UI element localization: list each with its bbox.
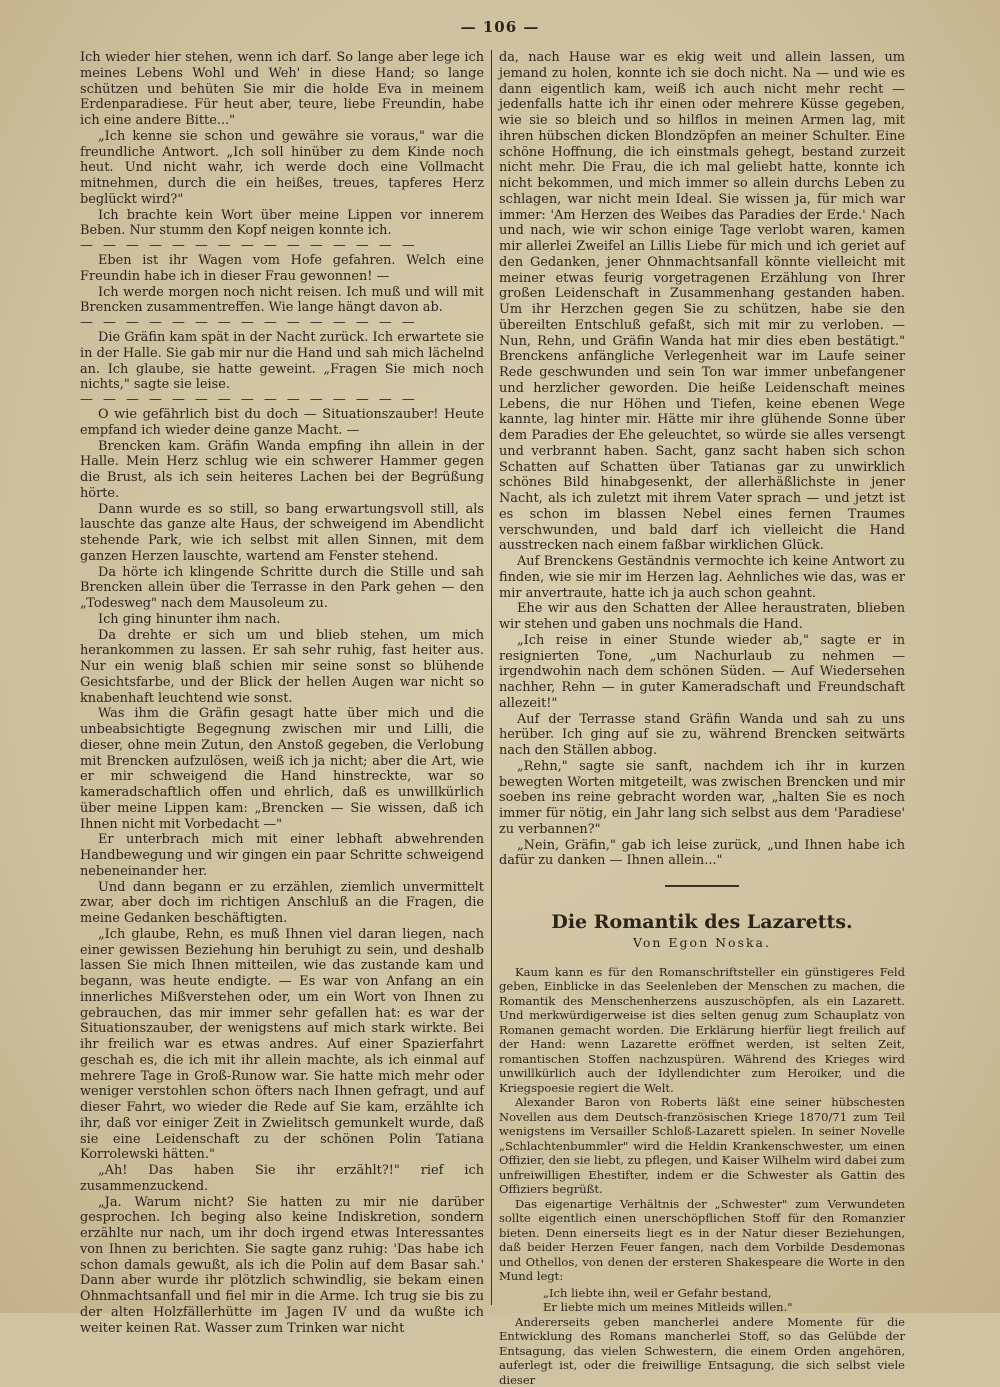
paragraph: Ich werde morgen noch nicht reisen. Ich muß und will mit Brencken zusammentreffen. Wie lange hängt davon ab. xyxy=(80,284,484,316)
paragraph: Andererseits geben mancherlei andere Momente für die Entwicklung des Romans mancherlei Stoff, so das Gelübde der Entsagung, das vielen Schwestern, die einem Orden angehören, auferlegt ist, oder die freiwillige Entsagung, die sich selbst viele dieser xyxy=(499,1314,905,1387)
paragraph: Da hörte ich klingende Schritte durch die Stille und sah Brencken allein über die Terrasse in den Park gehen — den „Todesweg" nach dem Mausoleum zu. xyxy=(80,564,484,611)
article-title: Die Romantik des Lazaretts. xyxy=(551,911,853,933)
page-number: — 106 — xyxy=(460,18,540,36)
paragraph: Und dann begann er zu erzählen, ziemlich unvermittelt zwar, aber doch im richtigen Anschluß an die Fragen, die meine Gedanken beschäftigten. xyxy=(80,879,484,926)
quote-line: „Ich liebte ihn, weil er Gefahr bestand, xyxy=(543,1285,772,1300)
quote-line: Er liebte mich um meines Mitleids willen." xyxy=(543,1300,793,1315)
paragraph: Auf der Terrasse stand Gräfin Wanda und sah zu uns herüber. Ich ging auf sie zu, während Brencken seitwärts nach den Ställen abbog. xyxy=(499,711,905,758)
paragraph: Das eigenartige Verhältnis der „Schwester" zum Verwundeten sollte eigentlich einen unerschöpflichen Stoff für den Romanzier bieten. Denn einerseits liegt es in der Natur dieser Beziehungen, daß beider Herzen Feuer fangen, nach dem Vorbilde Desdemonas und Othellos, von denen der ersteren Shakespeare die Worte in den Mund legt: xyxy=(499,1196,905,1284)
paragraph: Kaum kann es für den Romanschriftsteller ein günstigeres Feld geben, Einblicke in das Seelenleben der Menschen zu machen, die Romantik des Menschenherzens auszuschöpfen, als ein Lazarett. Und merkwürdigerweise ist dies selten genug zum Schauplatz von Romanen gemacht worden. Die Erklärung hierfür liegt freilich auf der Hand: wenn Lazarette eröffnet werden, ist selten Zeit, romantischen Stoffen nachzuspüren. Während des Krieges wird unwillkürlich auch der Idyllendichter zum Heroiker, und die Kriegspoesie regiert die Welt. xyxy=(499,964,905,1095)
paragraph: Ehe wir aus den Schatten der Allee heraustraten, blieben wir stehen und gaben uns nochmals die Hand. xyxy=(499,601,905,632)
paragraph: Auf Brenckens Geständnis vermochte ich keine Antwort zu finden, wie sie mir im Herzen lag. Aehnliches wie das, was er mir anvertraute, hatte ich ja auch schon geahnt. xyxy=(499,554,905,601)
paragraph: „Ah! Das haben Sie ihr erzählt?!" rief ich zusammenzuckend. xyxy=(80,1163,484,1194)
paragraph: Alexander Baron von Roberts läßt eine seiner hübschesten Novellen aus dem Deutsch-französischen Kriege 1870/71 zum Teil wenigstens im Versailler Schloß-Lazarett spielen. In seiner Novelle „Schlachtenbummler" wird die Heldin Krankenschwester, um einen Offizier, den sie liebt, zu pflegen, und Kaiser Wilhelm wird dabei zum unfreiwilligen Ehestifter, indem er die Schwester als Gattin des Offiziers begrüßt. xyxy=(499,1095,905,1197)
paragraph: Was ihm die Gräfin gesagt hatte über mich und die unbeabsichtigte Begegnung zwischen mir und Lilli, die dieser, ohne mein Zutun, den Anstoß gegeben, die Verlobung mit Brencken aufzulösen, weiß ich ja nicht; aber die Art, wie er mir schweigend die Hand hinstreckte, war so kameradschaftlich offen und ehrlich, daß es unwillkürlich über meine Lippen kam: „Brencken — Sie wissen, daß ich Ihnen nicht mit Vorbedacht —" xyxy=(80,706,484,832)
paragraph: Brencken kam. Gräfin Wanda empfing ihn allein in der Halle. Mein Herz schlug wie ein schwerer Hammer gegen die Brust, als ich sein heiteres Lachen bei der Begrüßung hörte. xyxy=(80,438,484,501)
paragraph: „Nein, Gräfin," gab ich leise zurück, „und Ihnen habe ich dafür zu danken — Ihnen allein..." xyxy=(499,837,905,869)
section-separator: — — — — — — — — — — — — — — — xyxy=(80,392,418,407)
paragraph: Ich wieder hier stehen, wenn ich darf. So lange aber lege ich meines Lebens Wohl und Weh' in diese Hand; so lange schützen und behüten Sie mir die holde Eva in meinem Erdenparadiese. Für heut aber, teure, liebe Freundin, habe ich eine andere Bitte..." xyxy=(80,50,484,128)
paragraph: da, nach Hause war es ekig weit und allein lassen, um jemand zu holen, konnte ich sie doch nicht. Na — und wie es dann eigentlich kam, weiß ich auch nicht mehr recht — jedenfalls hatte ich ihr einen oder mehrere Küsse gegeben, wie sie so bleich und so hilflos in meinen Armen lag, mit ihren hübschen dicken Blondzöpfen an meiner Schulter. Eine schöne Hoffnung, die ich einstmals gehegt, bestand zurzeit nicht mehr. Die Frau, die ich mal geliebt hatte, konnte ich nicht bekommen, und mich immer so allein durchs Leben zu schlagen, war nicht mein Ideal. Sie wissen ja, für mich war immer: 'Am Herzen des Weibes das Paradies der Erde.' Nach und nach, wie wir schon einige Tage verlobt waren, kamen mir allerlei Zweifel an Lillis Liebe für mich und ich geriet auf den Gedanken, jener Ohnmachtsanfall könnte vielleicht mit meiner etwas feurig vorgetragenen Erzählung von Ihrer großen Leidenschaft in Zusammenhang gestanden haben. Um ihr Herzchen gegen Sie zu schützen, habe sie den übereilten Entschluß gefaßt, sich mit mir zu verloben. — Nun, Rehn, und Gräfin Wanda hat mir dies eben bestätigt." Brenckens anfängliche Verlegenheit war im Laufe seiner Rede geschwunden und sein Ton war immer unbefangener und herzlicher geworden. Die heiße Leidenschaft meines Lebens, die nur Höhen und Tiefen, keine ebenen Wege kannte, lag hinter mir. Hätte mir ihre glühende Sonne über dem Paradies der Ehe geleuchtet, so würde sie alles versengt und verbrannt haben. Sacht, ganz sacht haben sich schon Schatten auf Schatten über Tatianas gar zu unwirklich schönes Bild hinabgesenkt, der allerhäßlichste in jener Nacht, als ich zuletzt mit ihrem Vater sprach — und jetzt ist es schon im blassen Nebel eines fernen Traumes verschwunden, und bald darf ich vielleicht die Hand ausstrecken nach einem faßbar wirklichen Glück. xyxy=(499,50,905,554)
left-column xyxy=(80,50,484,1336)
paragraph: Da drehte er sich um und blieb stehen, um mich herankommen zu lassen. Er sah sehr ruhig, fast heiter aus. Nur ein wenig blaß schien mir seine sonst so blühende Gesichtsfarbe, und der Blick der hellen Augen war nicht so knabenhaft leuchtend wie sonst. xyxy=(80,627,484,706)
paragraph: Ich brachte kein Wort über meine Lippen vor innerem Beben. Nur stumm den Kopf neigen konnte ich. xyxy=(80,207,484,239)
paragraph: „Rehn," sagte sie sanft, nachdem ich ihr in kurzen bewegten Worten mitgeteilt, was zwischen Brencken und mir soeben ins reine gebracht worden war, „halten Sie es noch immer für nötig, ein Jahr lang sich selbst aus dem 'Paradiese' zu verbannen?" xyxy=(499,758,905,837)
paragraph: O wie gefährlich bist du doch — Situationszauber! Heute empfand ich wieder deine ganze Macht. — xyxy=(80,407,484,438)
paragraph: „Ich kenne sie schon und gewähre sie voraus," war die freundliche Antwort. „Ich soll hinüber zu dem Kinde noch heut. Und nicht wahr, ich werde doch eine Vollmacht mitnehmen, durch die ein heißes, treues, tapferes Herz beglückt wird?" xyxy=(80,128,484,207)
article-body xyxy=(499,965,905,1387)
paragraph: Er unterbrach mich mit einer lebhaft abwehrenden Handbewegung und wir gingen ein paar Schritte schweigend nebeneinander her. xyxy=(80,832,484,879)
section-separator: — — — — — — — — — — — — — — — xyxy=(80,315,418,330)
article-byline: Von Egon Noska. xyxy=(633,935,771,950)
article-divider xyxy=(665,885,739,887)
paragraph: „Ich glaube, Rehn, es muß Ihnen viel daran liegen, nach einer gewissen Beziehung hin beruhigt zu sein, und deshalb lassen Sie mich Ihnen mitteilen, wie das zustande kam und begann, was heute endigte. — Es war von Anfang an ein innerliches Mißverstehen oder, um ein Wort von Ihnen zu gebrauchen, das mir immer sehr gefallen hat: es war der Situationszauber, der wenigstens auf mich stark wirkte. Bei ihr freilich war es etwas andres. Auf einer Spazierfahrt geschah es, die ich mit ihr allein machte, als ich einmal auf mehrere Tage in Groß-Runow war. Sie hatte mich mehr oder weniger verstohlen schon öfters nach Ihnen gefragt, und auf dieser Fahrt, wo wieder die Rede auf Sie kam, erzählte ich ihr, daß vor einiger Zeit in Zwielitsch gemunkelt wurde, daß sie eine Leidenschaft zu der schönen Polin Tatiana Korrolewski hätten." xyxy=(80,926,484,1163)
paragraph: Dann wurde es so still, so bang erwartungsvoll still, als lauschte das ganze alte Haus, der schweigend im Abendlicht stehende Park, wie ich selbst mit allen Sinnen, mit dem ganzen Herzen lauschte, wartend am Fenster stehend. xyxy=(80,501,484,564)
paragraph: „Ich reise in einer Stunde wieder ab," sagte er in resignierten Tone, „um Nachurlaub zu nehmen — irgendwohin nach dem schönen Süden. — Auf Wiedersehen nachher, Rehn — in guter Kameradschaft und Freundschaft allezeit!" xyxy=(499,632,905,711)
paragraph: Eben ist ihr Wagen vom Hofe gefahren. Welch eine Freundin habe ich in dieser Frau gewonnen! — xyxy=(80,253,484,284)
paragraph: Ich ging hinunter ihm nach. xyxy=(98,611,281,627)
section-separator: — — — — — — — — — — — — — — — xyxy=(80,238,418,253)
column-divider xyxy=(491,50,492,1305)
right-column xyxy=(499,50,905,1387)
paragraph: „Ja. Warum nicht? Sie hatten zu mir nie darüber gesprochen. Ich beging also keine Indiskretion, sondern erzählte nur nach, um ihr doch irgend etwas Interessantes von Ihnen zu berichten. Sie sagte ganz ruhig: 'Das habe ich schon damals gewußt, als ich die Polin auf dem Basar sah.' Dann aber wurde ihr plötzlich schwindlig, sie bekam einen Ohnmachtsanfall und fiel mir in die Arme. Ich trug sie bis zu der alten Holzfällerhütte im Jagen IV und da wußte ich weiter keinen Rat. Wasser zum Trinken war nicht xyxy=(80,1194,484,1336)
paragraph: Die Gräfin kam spät in der Nacht zurück. Ich erwartete sie in der Halle. Sie gab mir nur die Hand und sah mich lächelnd an. Ich glaube, sie hatte geweint. „Fragen Sie mich noch nichts," sagte sie leise. xyxy=(80,330,484,393)
